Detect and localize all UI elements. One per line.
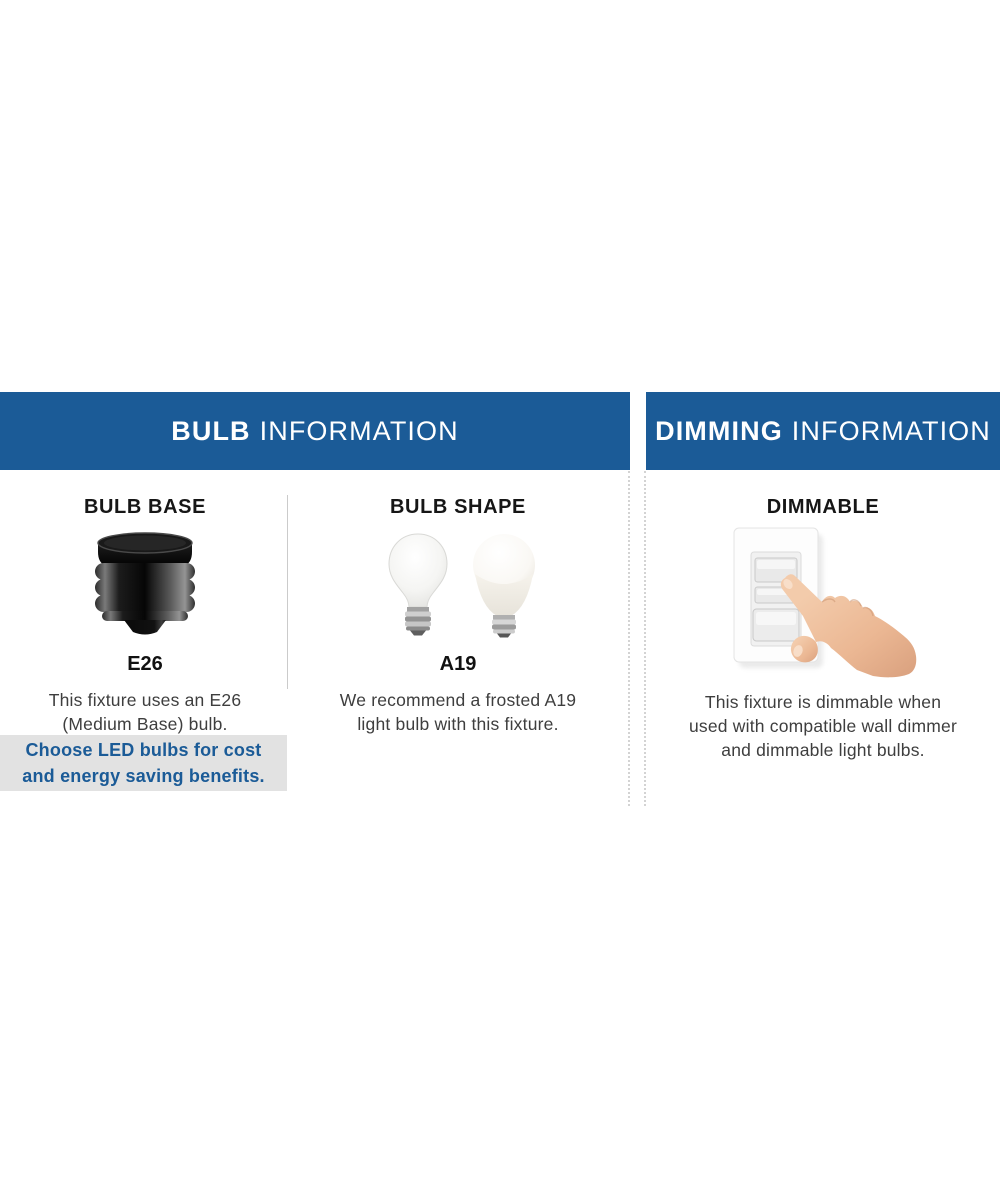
bulb-shape-description-line1: We recommend a frosted A19 [339, 690, 577, 710]
dimming-information-header [646, 392, 1000, 470]
wall-dimmer-hand-icon [723, 524, 923, 679]
a19-incandescent-bulb-icon [379, 532, 457, 636]
bulb-base-description-line1: This fixture uses an E26 [48, 690, 242, 710]
bulb-header-bold: BULB [171, 415, 251, 446]
bulb-base-image-wrap [3, 532, 287, 644]
dimmable-description-line2: used with compatible wall dimmer [688, 716, 958, 736]
bulb-base-heading: BULB BASE [83, 496, 207, 518]
bulb-base-description-line2: (Medium Base) bulb. [62, 714, 228, 734]
dimming-header-bold: DIMMING [655, 415, 783, 446]
dimmable-description [660, 690, 986, 762]
bulb-base-column [3, 496, 287, 736]
e26-medium-base-icon [93, 532, 197, 636]
bulb-shape-description-line2: light bulb with this fixture. [357, 714, 559, 734]
section-divider-dotted-left [628, 471, 630, 806]
bulb-base-description [3, 688, 287, 736]
dimmable-image-wrap [660, 524, 986, 682]
led-callout-line2: and energy saving benefits. [22, 766, 265, 786]
dimmable-description-line3: and dimmable light bulbs. [721, 740, 925, 760]
section-divider-dotted-right [644, 471, 646, 806]
a19-led-bulb-icon [471, 532, 537, 638]
bulb-shape-image-wrap [310, 532, 606, 644]
dimming-header-regular: INFORMATION [791, 415, 991, 446]
bulb-shape-label: A19 [439, 653, 477, 675]
led-callout [0, 735, 287, 791]
dimmable-heading: DIMMABLE [766, 496, 880, 518]
dimmable-description-line1: This fixture is dimmable when [704, 692, 942, 712]
bulb-shape-description [310, 688, 606, 736]
led-callout-line1: Choose LED bulbs for cost [25, 740, 262, 760]
dimmable-column [660, 496, 986, 762]
bulb-base-label: E26 [127, 653, 163, 675]
bulb-header-regular: INFORMATION [259, 415, 459, 446]
column-divider [287, 495, 288, 689]
bulb-shape-column [310, 496, 606, 736]
bulb-information-header [0, 392, 630, 470]
bulb-shape-heading: BULB SHAPE [389, 496, 526, 518]
